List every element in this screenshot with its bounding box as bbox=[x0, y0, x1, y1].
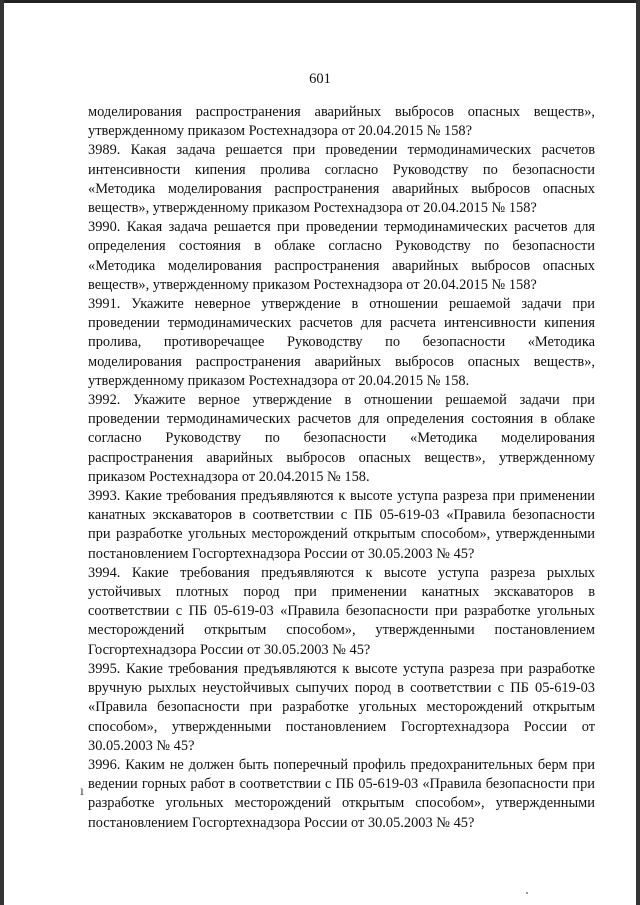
question-3989: 3989. Какая задача решается при проведении термодинамических расчетов интенсивности кипения пролива согласно Руководству по безопасности «Методика моделирования распространения аварийных выбросов опасных веществ», утвержденному приказом Ростехнадзора от 20.04.2015 № 158? bbox=[88, 142, 595, 217]
document-body bbox=[88, 103, 595, 833]
question-3994: 3994. Какие требования предъявляются к высоте уступа разреза рыхлых устойчивых плотных пород при применении канатных экскаваторов в соответствии с ПБ 05-619-03 «Правила безопасности при разработке угольных месторождений открытым способом», утвержденными постановлением Госгортехнадзора России от 30.05.2003 № 45? bbox=[88, 564, 595, 658]
question-3991: 3991. Укажите неверное утверждение в отношении решаемой задачи при проведении термодинамических расчетов для расчета интенсивности кипения пролива, противоречащее Руководству по безопасности «Методика моделирования распространения аварийных выбросов опасных веществ», утвержденному приказом Ростехнадзора от 20.04.2015 № 158. bbox=[88, 296, 595, 389]
page-top-edge bbox=[0, 0, 640, 3]
paragraph-continuation: моделирования распространения аварийных выбросов опасных веществ», утвержденному приказом Ростехнадзора от 20.04.2015 № 158? bbox=[88, 104, 595, 140]
margin-mark: ı bbox=[80, 784, 84, 799]
question-3993: 3993. Какие требования предъявляются к высоте уступа разреза при применении канатных экскаваторов в соответствии с ПБ 05-619-03 «Правила безопасности при разработке угольных месторождений открытым способом», утвержденными постановлением Госгортехнадзора России от 30.05.2003 № 45? bbox=[88, 488, 595, 562]
page-right-edge bbox=[636, 0, 640, 905]
question-3992: 3992. Укажите верное утверждение в отношении решаемой задачи при проведении термодинамических расчетов для определения состояния в облаке согласно Руководству по безопасности «Методика моделирования распространения аварийных выбросов опасных веществ», утвержденному приказом Ростехнадзора от 20.04.2015 № 158. bbox=[88, 392, 595, 485]
question-3996: 3996. Каким не должен быть поперечный профиль предохранительных берм при ведении горных работ в соответствии с ПБ 05-619-03 «Правила безопасности при разработке угольных месторождений открытым способом», утвержденными постановлением Госгортехнадзора России от 30.05.2003 № 45? bbox=[88, 756, 595, 831]
question-3990: 3990. Какая задача решается при проведении термодинамических расчетов для определения состояния в облаке согласно Руководству по безопасности «Методика моделирования распространения аварийных выбросов опасных веществ», утвержденному приказом Ростехнадзора от 20.04.2015 № 158? bbox=[88, 219, 595, 293]
page-number: 601 bbox=[309, 71, 331, 87]
question-3995: 3995. Какие требования предъявляются к высоте уступа разреза при разработке вручную рыхлых неустойчивых сыпучих пород в соответствии с ПБ 05-619-03 «Правила безопасности при разработке угольных месторождений открытым способом», утвержденными постановлением Госгортехнадзора России от 30.05.2003 № 45? bbox=[88, 660, 595, 754]
scan-speck bbox=[526, 892, 528, 894]
page-left-edge bbox=[0, 0, 4, 905]
